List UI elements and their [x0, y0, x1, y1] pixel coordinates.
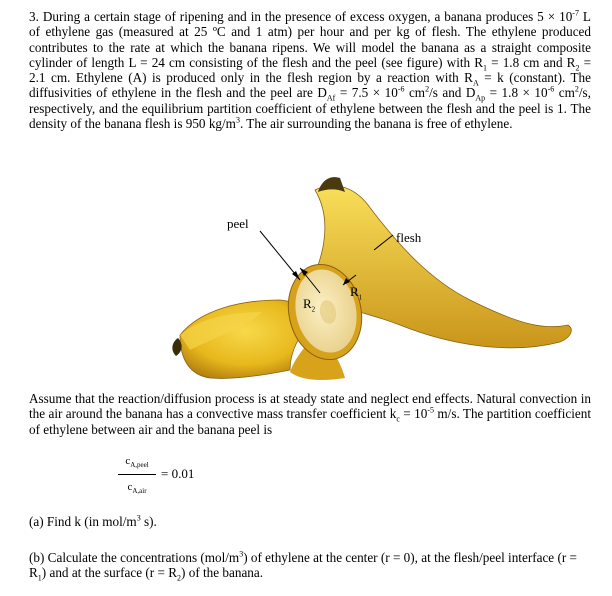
question-b: (b) Calculate the concentrations $(mol/m^3)$ of ethylene at the center (r = 0), at the flesh/peel interface $(r = R_1)$ and at the surface $(r = R_2)$ of the banana. — [29, 549, 577, 583]
equation-denominator: $c_{A,air}$ — [127, 481, 147, 496]
equation-rhs: = 0.01 — [161, 466, 195, 481]
equation-numerator: $c_{A,peel}$ — [125, 455, 149, 470]
peel-label: peel — [227, 216, 249, 231]
flesh-label: flesh — [396, 230, 422, 245]
r1-label: $R_1$ — [350, 284, 363, 302]
banana-illustration — [172, 177, 571, 380]
problem-statement: 3. During a certain stage of ripening and in the presence of excess oxygen, a banana produces $5 \times 10^{-7}$ L of ethylene gas (measured at 25 ºC and 1 atm) per hour and per kg of flesh. The ethylene produced contributes to the rate at which the banana ripens. We will model the banana as a straight composite cylinder of length L = 24 cm consisting of the flesh and the peel (see figure) with $R_1 = 1.8$ cm and $R_2 = 2.1$ cm. Ethylene (A) is produced only in the flesh region by a reaction with $R_A = k$ (constant). The diffusivities of ethylene in the flesh and the peel are $D_{Af} = 7.5 \times 10^{-6}$ $cm^2/s$ and $D_{Ap} = 1.8 \times 10^{-6}$ $cm^2/s$, respectively, and the equilibrium partition coefficient of ethylene between the flesh and the peel is 1. The density of the banana flesh is 950 $kg/m^3$. The air surrounding the banana is free of ethylene. — [29, 8, 592, 132]
question-a: (a) Find k (in mol/$m^3$ s). — [29, 513, 157, 529]
fraction-bar — [118, 474, 156, 475]
r2-label: $R_2$ — [303, 296, 316, 314]
assumption-text: Assume that the reaction/diffusion process is at steady state and neglect end effects. Natural convection in the air around the banana has a convective mass transfer coefficient $k_c = 10^{-5}$ m/s. The partition coefficient of ethylene between air and the banana peel is — [29, 391, 592, 437]
